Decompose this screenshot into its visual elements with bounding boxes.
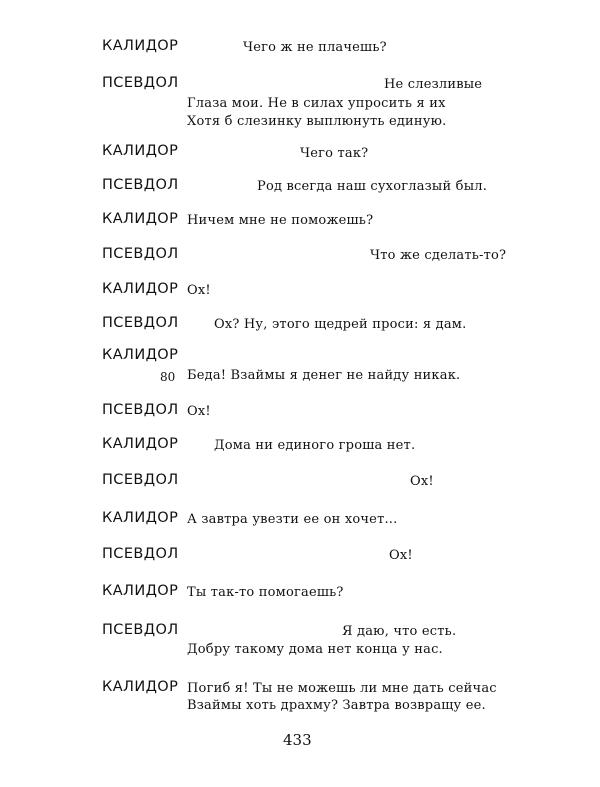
verse-line: Ох! (389, 548, 413, 563)
verse-line: Ты так-то помогаешь? (187, 585, 344, 600)
speaker-psevdol: ПСЕВДОЛ (102, 315, 179, 331)
speaker-kalidor: КАЛИДОР (102, 679, 179, 695)
verse-line: Ох! (187, 404, 211, 419)
page-number: 433 (283, 731, 312, 749)
verse-line: Ничем мне не поможешь? (187, 213, 374, 228)
speaker-psevdol: ПСЕВДОЛ (102, 622, 179, 638)
speaker-kalidor: КАЛИДОР (102, 281, 179, 297)
verse-line: Ох? Ну, этого щедрей проси: я дам. (214, 317, 467, 332)
verse-line: Что же сделать-то? (370, 248, 507, 263)
verse-line: Дома ни единого гроша нет. (214, 438, 416, 453)
verse-line: Добру такому дома нет конца у нас. (187, 642, 443, 657)
verse-line: Взаймы хоть драхму? Завтра возвращу ее. (187, 698, 486, 713)
verse-line: Я даю, что есть. (342, 624, 457, 639)
verse-line: Чего ж не плачешь? (243, 40, 387, 55)
speaker-psevdol: ПСЕВДОЛ (102, 177, 179, 193)
speaker-kalidor: КАЛИДОР (102, 436, 179, 452)
verse-line: Хотя б слезинку выплюнуть единую. (187, 114, 447, 129)
line-number: 80 (160, 370, 176, 384)
speaker-psevdol: ПСЕВДОЛ (102, 75, 179, 91)
speaker-kalidor: КАЛИДОР (102, 583, 179, 599)
speaker-psevdol: ПСЕВДОЛ (102, 402, 179, 418)
speaker-kalidor: КАЛИДОР (102, 38, 179, 54)
speaker-psevdol: ПСЕВДОЛ (102, 246, 179, 262)
speaker-kalidor: КАЛИДОР (102, 510, 179, 526)
verse-line: Чего так? (300, 146, 369, 161)
verse-line: Глаза мои. Не в силах упросить я их (187, 96, 446, 111)
verse-line: А завтра увезти ее он хочет... (187, 512, 398, 527)
speaker-kalidor: КАЛИДОР (102, 143, 179, 159)
speaker-kalidor: КАЛИДОР (102, 211, 179, 227)
verse-line: Род всегда наш сухоглазый был. (257, 179, 488, 194)
verse-line: Беда! Взаймы я денег не найду никак. (187, 368, 461, 383)
speaker-psevdol: ПСЕВДОЛ (102, 472, 179, 488)
speaker-psevdol: ПСЕВДОЛ (102, 546, 179, 562)
verse-line: Ох! (410, 474, 434, 489)
speaker-kalidor: КАЛИДОР (102, 347, 179, 363)
verse-line: Погиб я! Ты не можешь ли мне дать сейчас (187, 681, 497, 696)
verse-line: Ох! (187, 283, 211, 298)
verse-line: Не слезливые (384, 77, 483, 92)
